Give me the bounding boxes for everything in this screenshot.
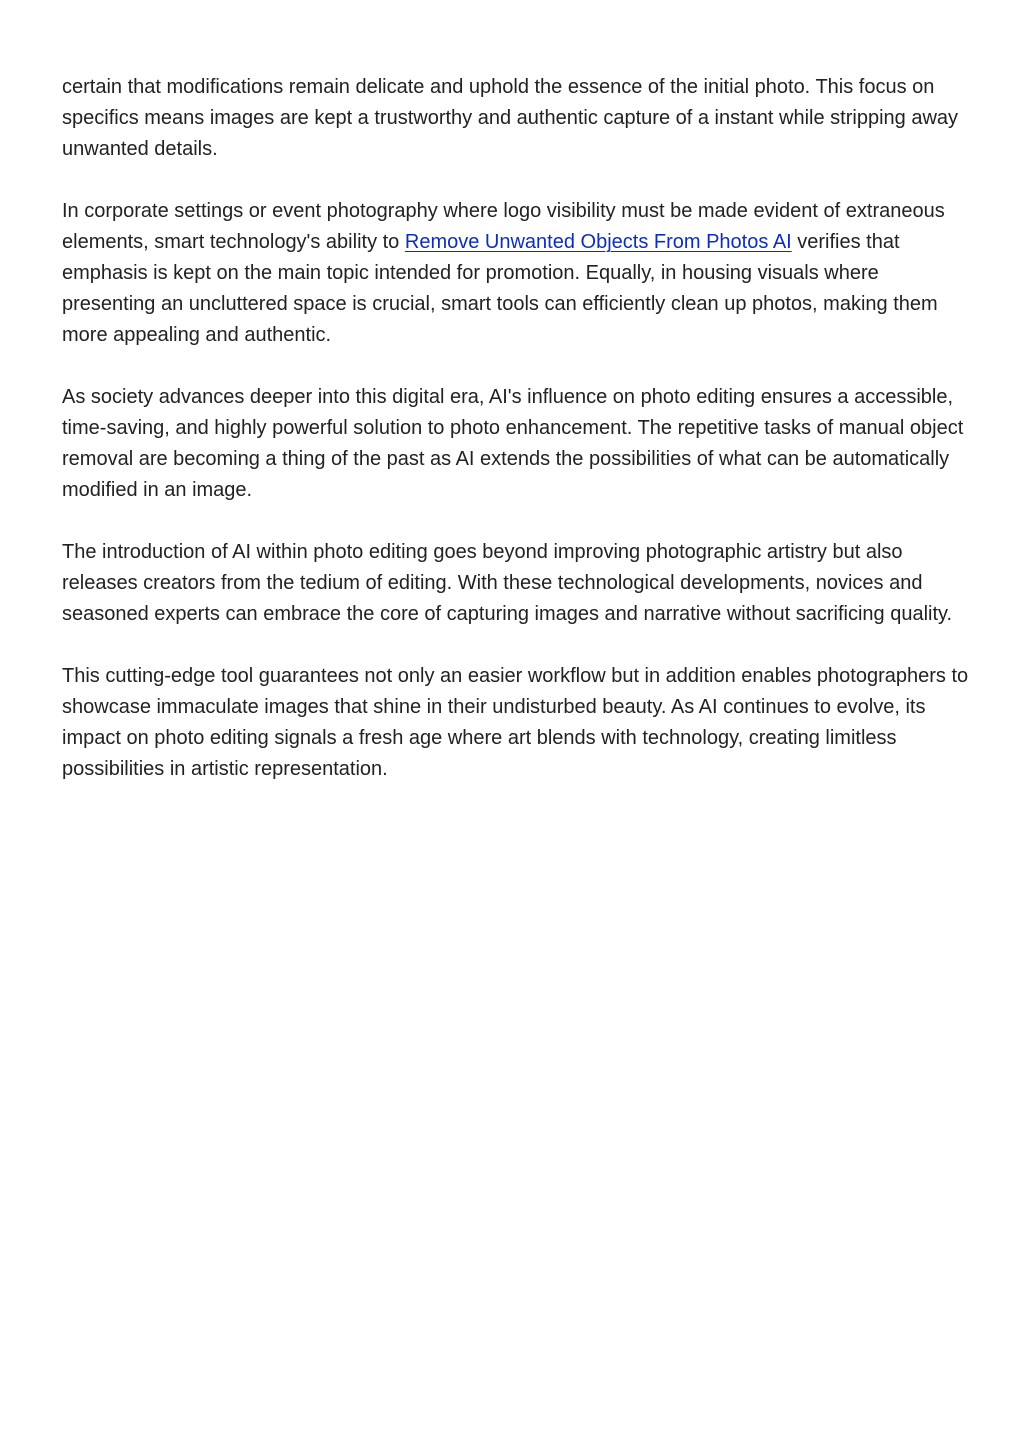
paragraph-1: certain that modifications remain delicate and uphold the essence of the initial photo. This focus on specifics means images are kept a trustworthy and authentic capture of a instant while stripping away unwanted details. [62, 76, 959, 160]
paragraph-2-text-after: verifies that emphasis is kept on the main topic intended for promotion. Equally, in housing visuals where presenting an uncluttered space is crucial, smart tools can efficiently clean up photos, making them more appealing and authentic. [62, 231, 938, 346]
paragraph-4: The introduction of AI within photo editing goes beyond improving photographic artistry but also releases creators from the tedium of editing. With these technological developments, novices and seasoned experts can embrace the core of capturing images and narrative without sacrificing quality. [62, 541, 953, 625]
paragraph-2-text-before: In corporate settings or event photography where logo visibility must be made evident of extraneous elements, smart technology's ability to [62, 200, 945, 253]
document-body [62, 72, 972, 816]
remove-objects-link[interactable]: Remove Unwanted Objects From Photos AI [404, 231, 792, 253]
paragraph-3: As society advances deeper into this digital era, AI's influence on photo editing ensures a accessible, time-saving, and highly powerful solution to photo enhancement. The repetitive tasks of manual object removal are becoming a thing of the past as AI extends the possibilities of what can be automatically modified in an image. [62, 386, 964, 501]
paragraph-5: This cutting-edge tool guarantees not only an easier workflow but in addition enables photographers to showcase immaculate images that shine in their undisturbed beauty. As AI continues to evolve, its impact on photo editing signals a fresh age where art blends with technology, creating limitless possibilities in artistic representation. [62, 665, 969, 780]
paragraph-2 [62, 196, 972, 351]
